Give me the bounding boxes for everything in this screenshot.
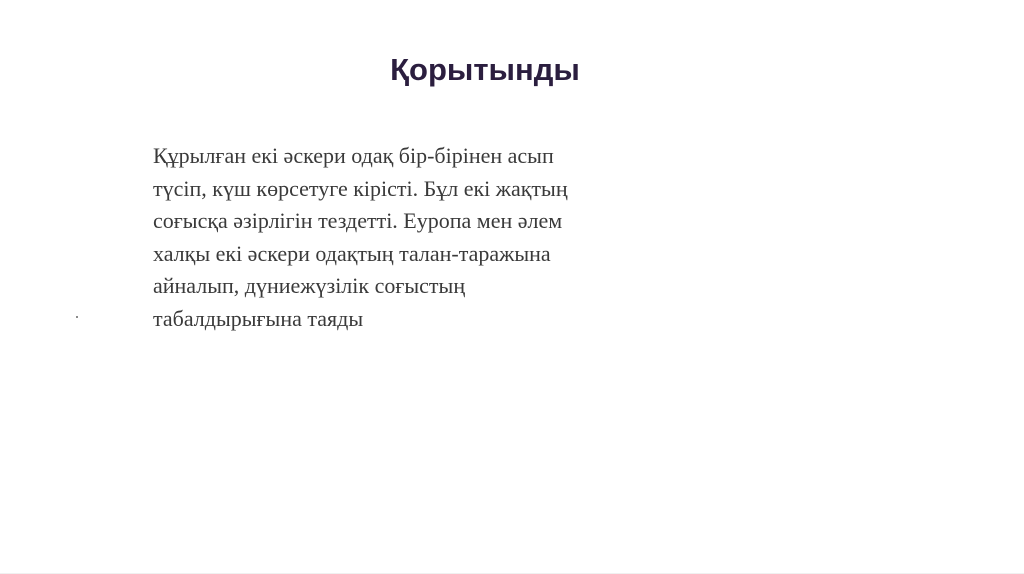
body-line: айналып, дүниежүзілік соғыстың [153,273,466,298]
body-line: түсіп, күш көрсетуге кірісті. Бұл екі жақтың [153,175,568,201]
body-line: табалдырығына таяды [153,305,364,331]
body-line: Құрылған екі әскери одақ бір-бірінен асып [153,143,554,168]
body-line: соғысқа әзірлігін тездетті. Еуропа мен әлем [153,208,563,233]
slide-title: Қорытынды [390,52,580,87]
body-line: халқы екі әскери одақтың талан-таражына [153,240,551,266]
slide-body-text [153,140,673,335]
stray-dot-mark [76,316,78,318]
